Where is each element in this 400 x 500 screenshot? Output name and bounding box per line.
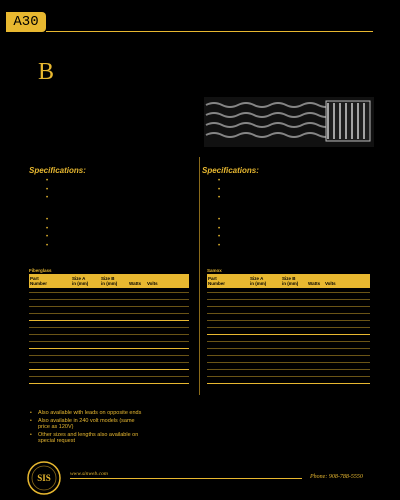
- table-row: [29, 348, 189, 349]
- spec-bullet: •: [46, 225, 49, 232]
- table-row: [207, 306, 370, 307]
- table-row: [207, 327, 370, 328]
- col-part-number: Part Number: [30, 276, 48, 286]
- note-item: [30, 410, 180, 417]
- right-table-header: [207, 274, 370, 288]
- note-text: Also available in 240 volt models (same price as 120V): [38, 417, 135, 430]
- table-row: [29, 355, 189, 356]
- table-row: [29, 334, 189, 335]
- right-table-title: Samox: [207, 268, 222, 273]
- table-row: [29, 369, 189, 370]
- spec-bullet: •: [218, 242, 221, 249]
- footer-phone: Phone: 908-788-5550: [310, 474, 363, 480]
- table-row: [29, 320, 189, 321]
- table-row: [29, 362, 189, 363]
- spec-bullet: •: [218, 178, 221, 184]
- table-row: [29, 292, 189, 293]
- col-size-a: Size A in (mm): [250, 276, 267, 286]
- company-logo: [26, 460, 62, 496]
- table-row: [207, 369, 370, 370]
- note-item: [30, 432, 180, 445]
- spec-bullet: •: [218, 217, 221, 223]
- right-spec-bullets: [218, 178, 220, 251]
- section-letter: B: [38, 59, 55, 85]
- right-spec-heading: Specifications:: [202, 166, 259, 175]
- page-number-badge: A30: [6, 12, 46, 32]
- left-table-title: Fiberglass: [29, 268, 52, 273]
- left-table-header: [29, 274, 189, 288]
- col-part-number: Part Number: [208, 276, 226, 286]
- table-row: [207, 334, 370, 335]
- table-row: [29, 376, 189, 377]
- table-row: [207, 383, 370, 384]
- spec-bullet: •: [218, 186, 221, 193]
- header-rule: [46, 31, 373, 32]
- table-row: [207, 313, 370, 314]
- spec-bullet: •: [46, 195, 49, 201]
- spec-bullet: •: [46, 217, 49, 223]
- note-bullet: •: [30, 417, 32, 424]
- right-table-body: [207, 292, 370, 384]
- left-spec-bullets: [46, 178, 48, 251]
- left-table-body: [29, 292, 189, 384]
- note-bullet: •: [30, 410, 32, 416]
- note-text: Also available with leads on opposite ends: [38, 410, 142, 416]
- col-size-b: Size B in (mm): [101, 276, 118, 286]
- spec-bullet: •: [218, 195, 221, 201]
- table-row: [207, 348, 370, 349]
- table-row: [207, 355, 370, 356]
- note-bullet: •: [30, 431, 32, 438]
- table-row: [207, 320, 370, 321]
- table-row: [29, 383, 189, 384]
- spec-bullet: •: [218, 234, 221, 240]
- table-row: [29, 313, 189, 314]
- table-row: [29, 341, 189, 342]
- table-row: [207, 341, 370, 342]
- footer-rule: [70, 478, 302, 479]
- logo-text: SIS: [37, 473, 51, 483]
- table-row: [207, 362, 370, 363]
- notes-list: [30, 410, 180, 445]
- table-row: [29, 299, 189, 300]
- left-spec-heading: Specifications:: [29, 166, 86, 175]
- note-item: [30, 418, 180, 431]
- heater-product-photo: [204, 97, 374, 147]
- table-row: [29, 327, 189, 328]
- table-row: [207, 292, 370, 293]
- col-volts: Volts: [325, 281, 336, 286]
- spec-bullet: •: [218, 225, 221, 232]
- spec-bullet: •: [46, 242, 49, 249]
- col-watts: Watts: [129, 281, 142, 286]
- col-size-b: Size B in (mm): [282, 276, 299, 286]
- spec-bullet: •: [46, 234, 49, 240]
- column-divider: [199, 157, 200, 395]
- spec-bullet: •: [46, 178, 49, 184]
- table-row: [207, 376, 370, 377]
- spec-bullet: •: [46, 186, 49, 193]
- table-row: [29, 306, 189, 307]
- table-row: [207, 299, 370, 300]
- note-text: Other sizes and lengths also available on special request: [38, 431, 139, 444]
- col-volts: Volts: [147, 281, 158, 286]
- footer-url[interactable]: www.sinweb.com: [70, 471, 108, 477]
- col-size-a: Size A in (mm): [72, 276, 89, 286]
- col-watts: Watts: [308, 281, 321, 286]
